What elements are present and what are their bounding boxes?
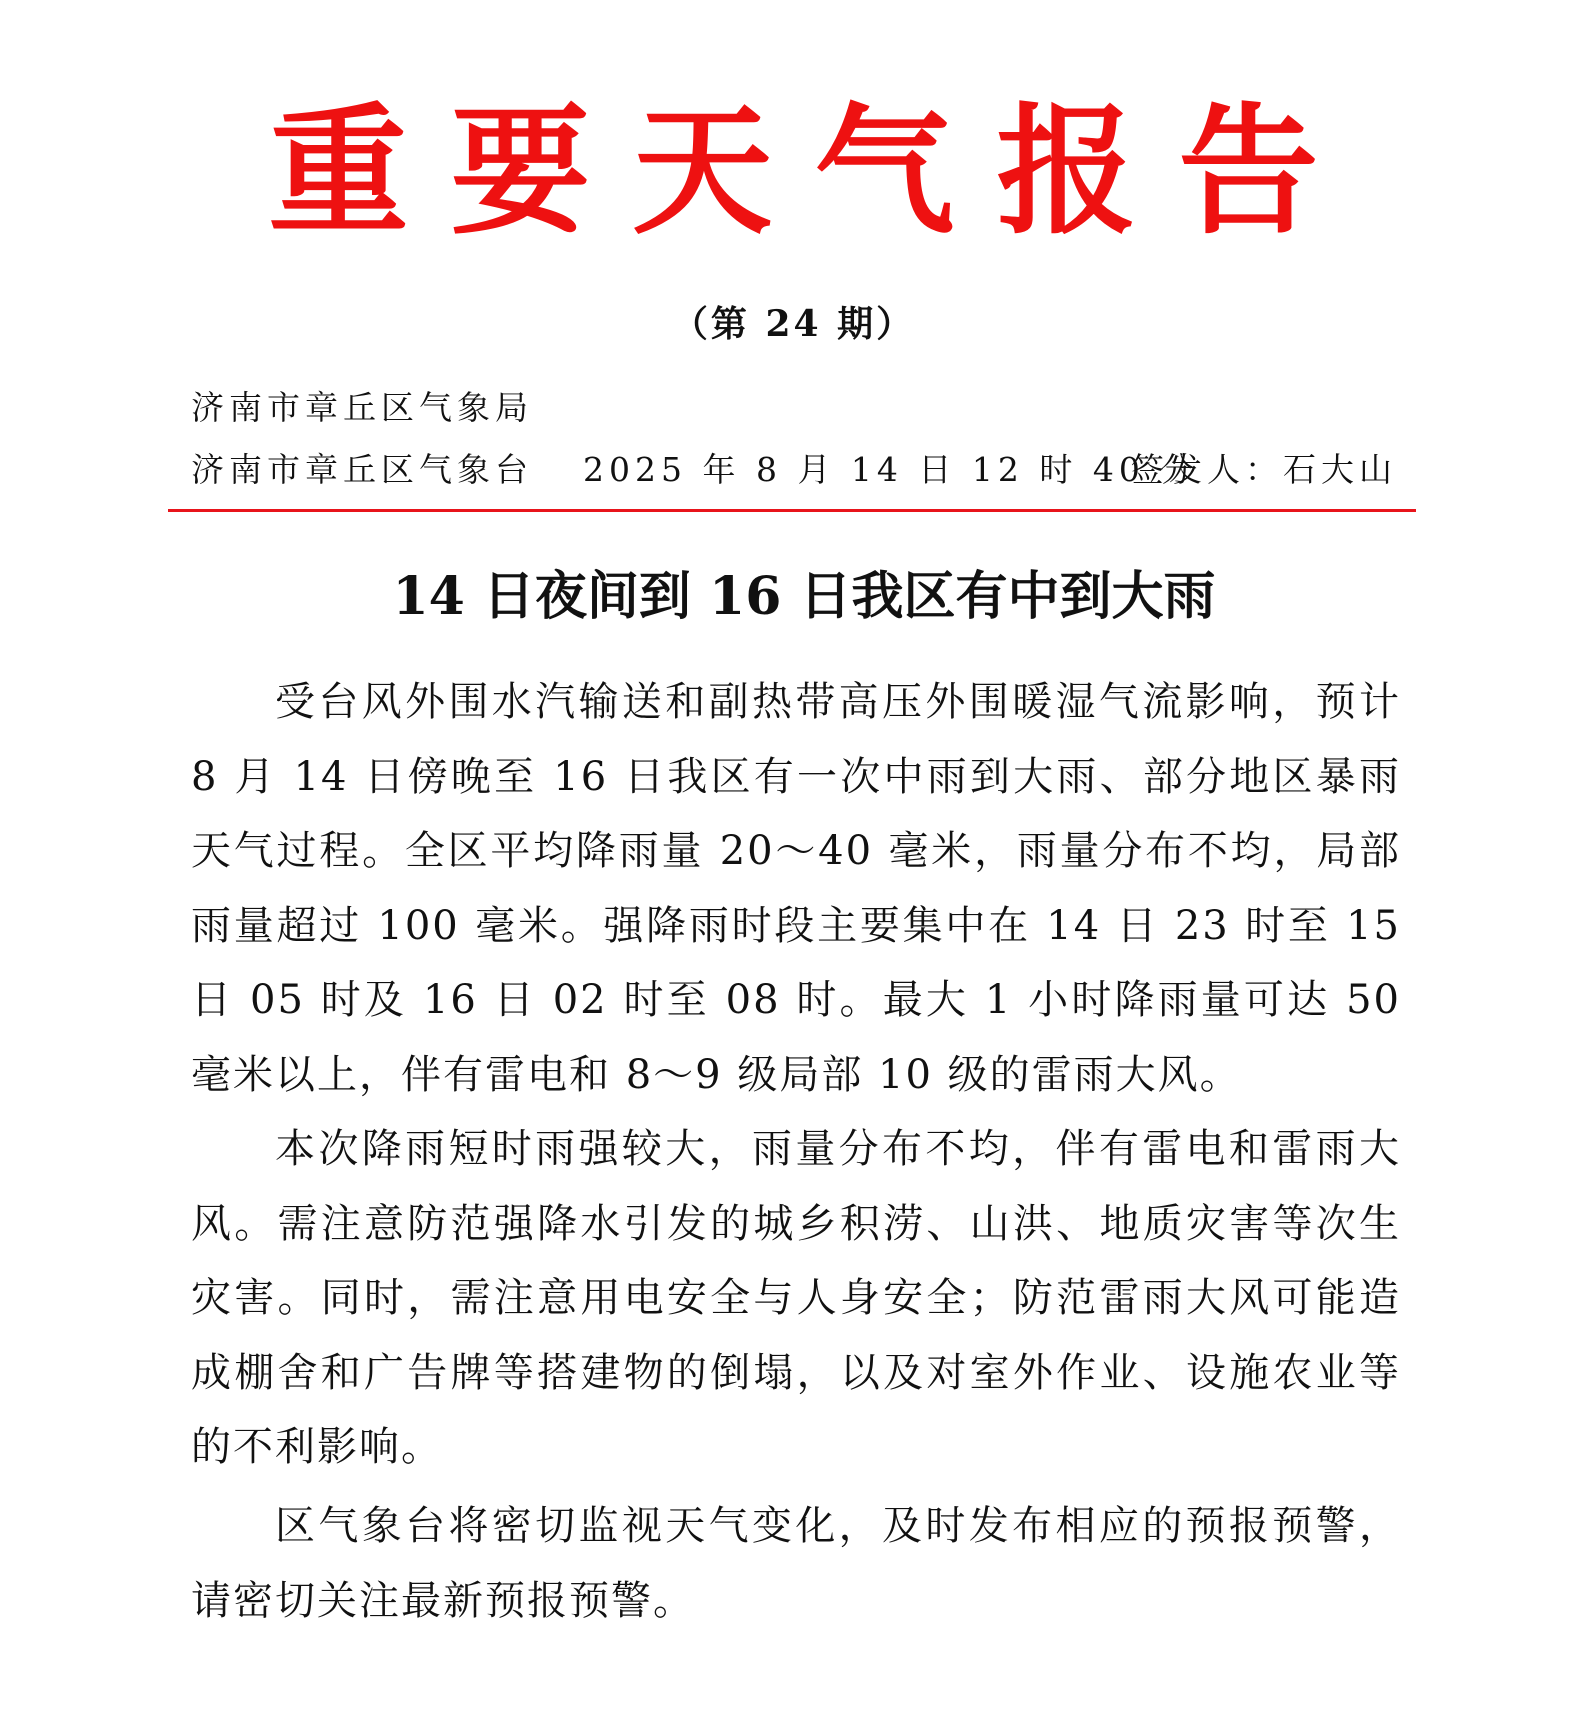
report-masthead: 重要天气报告 — [268, 90, 1361, 254]
signer: 签发人：石大山 — [1131, 450, 1397, 489]
paragraph-precautions: 本次降雨短时雨强较大，雨量分布不均，伴有雷电和雷雨大风。需注意防范强降水引发的城乡积涝、山洪、地质灾害等次生灾害。同时，需注意用电安全与人身安全；防范雷雨大风可能造成棚舍和广告牌等搭建物的倒塌，以及对室外作业、设施农业等的不利影响。 — [191, 1126, 1401, 1470]
issue-info-line — [191, 448, 1397, 492]
report-headline: 14 日夜间到 16 日我区有中到大雨 — [392, 566, 1216, 627]
paragraph-monitoring: 区气象台将密切监视天气变化，及时发布相应的预报预警，请密切关注最新预报预警。 — [191, 1503, 1401, 1624]
header-divider — [168, 509, 1416, 512]
paragraph-forecast: 受台风外围水汽输送和副热带高压外围暖湿气流影响，预计 8 月 14 日傍晚至 16 日我区有一次中雨到大雨、部分地区暴雨天气过程。全区平均降雨量 20～40 毫米，雨量分布不均，局部雨量超过 100 毫米。强降雨时段主要集中在 14 日 23 时至 15 日 05 时及 16 日 02 时至 08 时。最大 1 小时降雨量可达 50 毫米以上，伴有雷电和 8～9 级局部 10 级的雷雨大风。 — [191, 679, 1401, 1098]
issue-date: 2025 年 8 月 14 日 12 时 40 分 — [583, 450, 1199, 489]
agency-bureau: 济南市章丘区气象局 — [191, 388, 533, 427]
agency-observatory: 济南市章丘区气象台 — [191, 450, 533, 489]
issue-number: （第 24 期） — [671, 303, 916, 345]
